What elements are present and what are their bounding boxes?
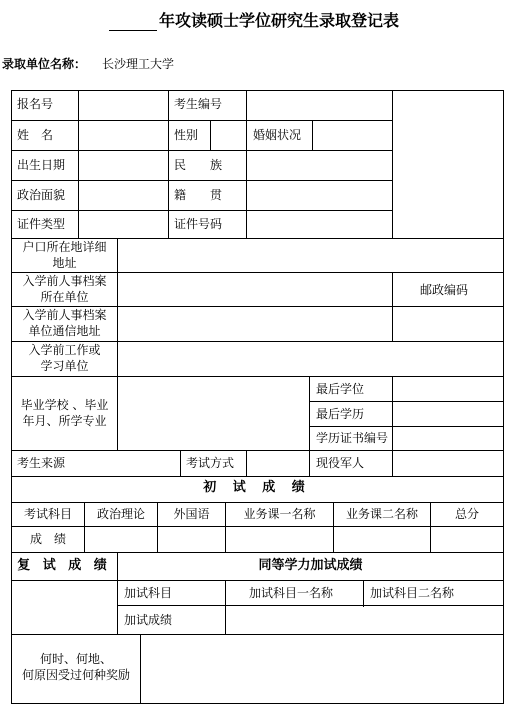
form-title-text: 年攻读硕士学位研究生录取登记表 <box>158 11 399 30</box>
label-graduate-school: 毕业学校 、毕业 年月、所学专业 <box>20 398 109 428</box>
label-gender: 性别 <box>174 128 199 142</box>
label-active-military: 现役军人 <box>316 456 365 470</box>
label-name: 姓 名 <box>17 128 54 142</box>
label-candidate-source: 考生来源 <box>17 456 66 470</box>
label-diploma-no: 学历证书编号 <box>316 431 389 445</box>
label-extra-scores: 加试成绩 <box>124 613 173 627</box>
admission-unit-value: 长沙理工大学 <box>102 57 175 71</box>
label-native-place: 籍 贯 <box>174 188 223 202</box>
label-work-unit: 入学前工作或 学习单位 <box>28 343 101 373</box>
label-archive-unit: 入学前人事档案 所在单位 <box>22 274 107 304</box>
label-candidate-no: 考生编号 <box>174 97 223 111</box>
retest-scores-heading: 复 试 成 绩 <box>17 558 111 573</box>
label-political-status: 政治面貌 <box>17 188 66 202</box>
label-extra-subject-two: 加试科目二名称 <box>370 586 455 600</box>
label-id-number: 证件号码 <box>174 217 223 231</box>
label-postal-code: 邮政编码 <box>420 283 469 297</box>
label-awards: 何时、何地、 何原因受过何种奖励 <box>21 652 130 682</box>
label-registration-no: 报名号 <box>17 97 54 111</box>
label-course-two: 业务课二名称 <box>345 507 418 521</box>
label-archive-address: 入学前人事档案 单位通信地址 <box>22 308 107 338</box>
label-politics: 政治理论 <box>96 507 145 521</box>
label-foreign-language: 外国语 <box>173 507 210 521</box>
preliminary-scores-heading: 初 试 成 绩 <box>203 480 311 495</box>
equivalent-scores-heading: 同等学力加试成绩 <box>258 558 363 573</box>
label-extra-subject-one: 加试科目一名称 <box>249 586 334 600</box>
label-scores: 成 绩 <box>29 532 66 546</box>
label-course-one: 业务课一名称 <box>243 507 316 521</box>
label-marital-status: 婚姻状况 <box>253 128 302 142</box>
label-ethnicity: 民 族 <box>174 158 223 172</box>
label-total-score: 总分 <box>454 507 479 521</box>
label-extra-subject: 加试科目 <box>124 586 173 600</box>
label-last-degree: 最后学位 <box>316 382 365 396</box>
label-id-type: 证件类型 <box>17 217 66 231</box>
label-exam-method: 考试方式 <box>186 456 235 470</box>
label-birth-date: 出生日期 <box>17 158 66 172</box>
label-exam-subject: 考试科目 <box>23 507 72 521</box>
label-household-address: 户口所在地详细 地址 <box>22 240 107 270</box>
admission-unit-label: 录取单位名称： <box>2 57 87 71</box>
label-last-education: 最后学历 <box>316 407 365 421</box>
